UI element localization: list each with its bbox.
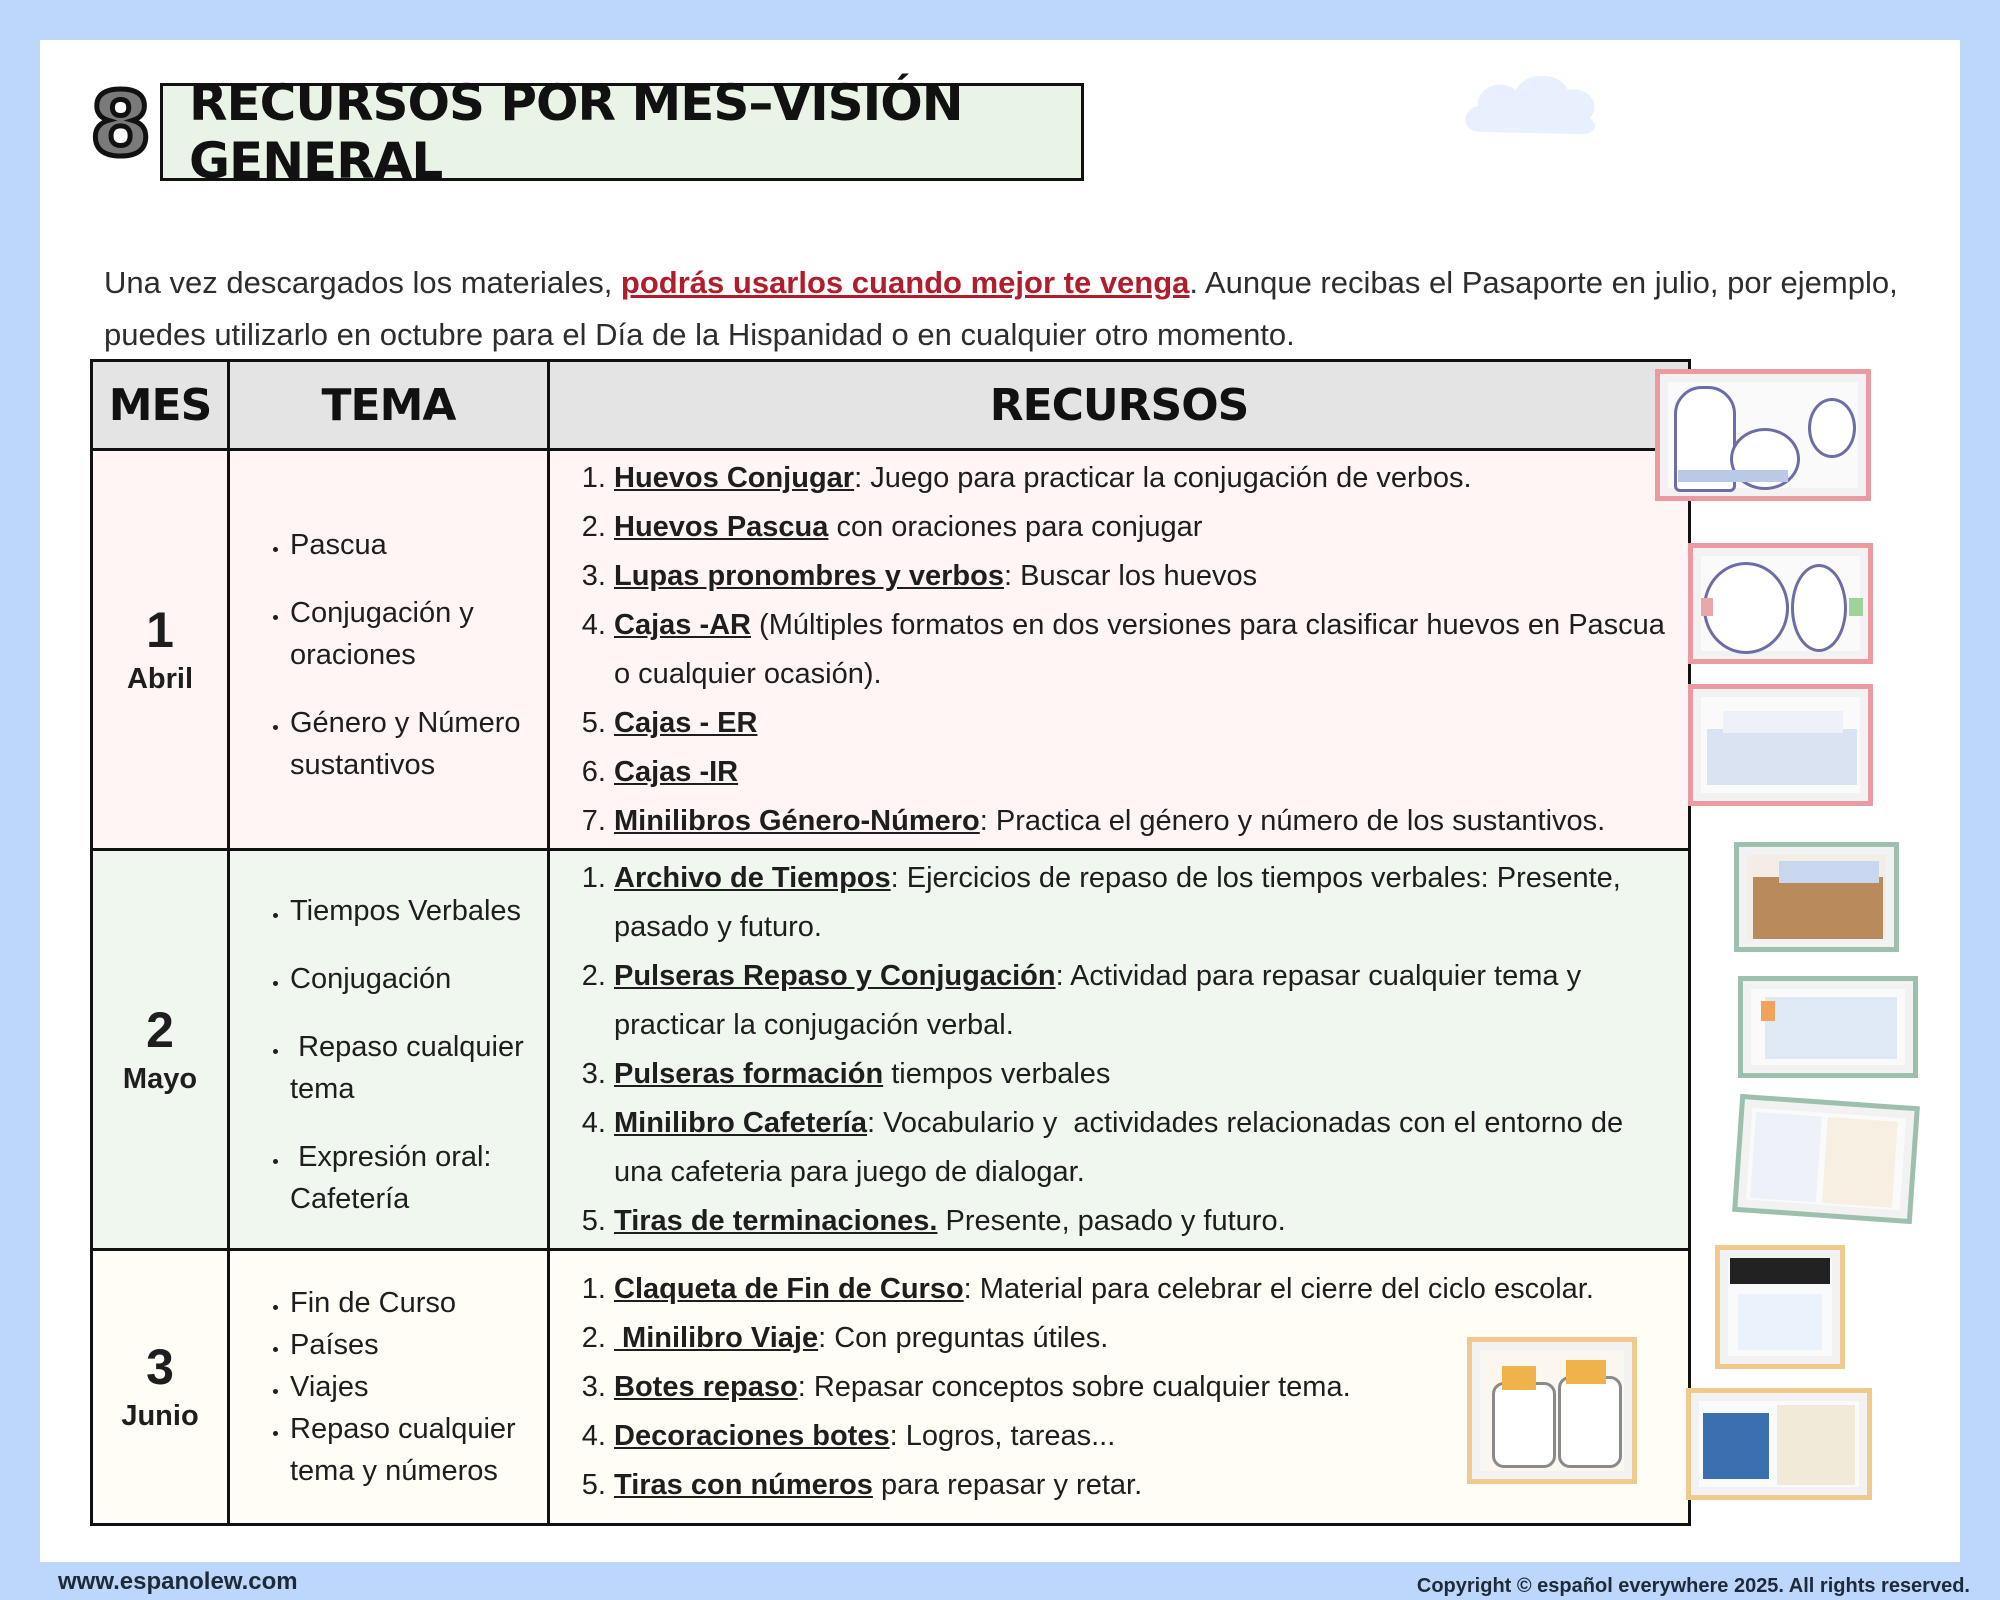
resource-link[interactable]: Cajas - ER (614, 706, 758, 739)
table-row-junio (92, 1250, 1690, 1525)
month-number: 3 (146, 1339, 174, 1395)
topic-cell (229, 1250, 549, 1525)
section-number: 8 (90, 73, 152, 176)
thumbnail-image (1688, 684, 1873, 806)
topic-item: • Repaso cualquier tema y números (290, 1408, 539, 1492)
header-mes: MES (92, 361, 229, 450)
intro-text-end: . Aunque recibas el Pasaporte en julio, por ejemplo, puedes utilizarlo en octubre para el Día de la Hispanidad o en cualquier otro momento. (104, 265, 1898, 352)
resource-desc: : Vocabulario y actividades relacionadas con el entorno de una cafeteria para juego de dialogar. (614, 1106, 1632, 1188)
resource-item (614, 748, 1678, 797)
resource-link[interactable]: Pulseras formación (614, 1057, 884, 1090)
resource-item (614, 1050, 1678, 1099)
resource-desc: : Juego para practicar la conjugación de verbos. (854, 461, 1472, 494)
resource-desc: Presente, pasado y futuro. (937, 1204, 1286, 1237)
thumbnail-image (1655, 369, 1871, 501)
resources-cell (549, 450, 1690, 850)
topic-item: • Países (290, 1324, 539, 1366)
topic-item: • Conjugación y oraciones (290, 592, 539, 676)
month-cell (92, 1250, 229, 1525)
website-link[interactable]: www.espanolew.com (58, 1568, 298, 1595)
intro-highlight-link[interactable]: podrás usarlos cuando mejor te venga (620, 265, 1190, 300)
topic-item: • Pascua (290, 524, 539, 566)
resource-item (614, 601, 1678, 699)
title-box (160, 74, 1084, 190)
thumbnail-image (1688, 543, 1873, 664)
header-tema: TEMA (229, 361, 549, 450)
resource-link[interactable]: Huevos Pascua (614, 510, 829, 543)
resource-link[interactable]: Botes repaso (614, 1370, 798, 1403)
topic-item: • Expresión oral: Cafetería (290, 1136, 539, 1220)
resource-desc: : Material para celebrar el cierre del ciclo escolar. (963, 1272, 1594, 1305)
resource-link[interactable]: Pulseras Repaso y Conjugación (614, 959, 1056, 992)
thumbnail-image (1734, 842, 1899, 952)
topic-item: • Viajes (290, 1366, 539, 1408)
resources-cell (549, 850, 1690, 1250)
table-header-row (92, 361, 1690, 450)
resource-item (614, 454, 1678, 503)
resource-item (614, 699, 1678, 748)
thumbnail-image (1738, 976, 1918, 1078)
resource-link[interactable]: Cajas -AR (614, 608, 751, 641)
page-title: RECURSOS POR MES–VISIÓN GENERAL (189, 74, 963, 190)
month-cell (92, 450, 229, 850)
resource-link[interactable]: Claqueta de Fin de Curso (614, 1272, 964, 1305)
month-cell (92, 850, 229, 1250)
resource-desc: : Repasar conceptos sobre cualquier tema. (797, 1370, 1351, 1403)
topic-item: • Conjugación (290, 958, 539, 1000)
resource-link[interactable]: Tiras con números (614, 1468, 873, 1501)
topic-item: • Género y Número sustantivos (290, 702, 539, 786)
resource-desc: : Practica el género y número de los sustantivos. (979, 804, 1606, 837)
resource-item (614, 854, 1678, 952)
cloud-icon (1460, 70, 1604, 140)
resource-link[interactable]: Minilibro Viaje (614, 1321, 819, 1354)
table-row-mayo (92, 850, 1690, 1250)
resource-link[interactable]: Huevos Conjugar (614, 461, 855, 494)
resource-link[interactable]: Cajas -IR (614, 755, 739, 788)
intro-text-start: Una vez descargados los materiales, (104, 265, 621, 300)
thumbnail-image (1732, 1094, 1920, 1224)
topic-item: • Repaso cualquier tema (290, 1026, 539, 1110)
resource-link[interactable]: Decoraciones botes (614, 1419, 890, 1452)
resource-desc: : Con preguntas útiles. (818, 1321, 1109, 1354)
resource-item (614, 797, 1678, 846)
table-row-abril (92, 450, 1690, 850)
thumbnail-image (1715, 1245, 1845, 1369)
month-number: 1 (146, 601, 174, 658)
topic-cell (229, 850, 549, 1250)
resource-desc: : Logros, tareas... (889, 1419, 1116, 1452)
resource-desc: (Múltiples formatos en dos versiones para clasificar huevos en Pascua o cualquier ocasión). (614, 608, 1665, 690)
topic-item: • Fin de Curso (290, 1282, 539, 1324)
resource-desc: : Buscar los huevos (1004, 559, 1258, 592)
resource-desc: : Ejercicios de repaso de los tiempos verbales: Presente, pasado y futuro. (614, 861, 1621, 943)
resource-item (614, 1099, 1678, 1197)
resource-desc: : Actividad para repasar cualquier tema y practicar la conjugación verbal. (614, 959, 1582, 1041)
intro-paragraph (104, 257, 1914, 361)
thumbnail-image (1467, 1337, 1637, 1484)
resource-link[interactable]: Lupas pronombres y verbos (614, 559, 1004, 592)
thumbnail-image (1686, 1388, 1872, 1500)
topic-cell (229, 450, 549, 850)
topic-item: • Tiempos Verbales (290, 890, 539, 932)
copyright-text: Copyright © español everywhere 2025. All rights reserved. (1416, 1575, 1970, 1597)
resource-link[interactable]: Minilibros Género-Número (614, 804, 980, 837)
resource-link[interactable]: Minilibro Cafetería (614, 1106, 867, 1139)
resource-item (614, 552, 1678, 601)
resource-item (614, 503, 1678, 552)
month-number: 2 (146, 1001, 174, 1058)
resource-desc: con oraciones para conjugar (828, 510, 1203, 543)
resource-item (614, 952, 1678, 1050)
resources-table (90, 359, 1691, 1526)
resource-link[interactable]: Tiras de terminaciones. (614, 1204, 938, 1237)
month-name: Mayo (122, 1062, 198, 1095)
header-recursos: RECURSOS (549, 361, 1690, 450)
resource-desc: tiempos verbales (883, 1057, 1111, 1090)
resource-link[interactable]: Archivo de Tiempos (614, 861, 891, 894)
month-name: Junio (121, 1400, 199, 1432)
resource-desc: para repasar y retar. (872, 1468, 1143, 1501)
month-name: Abril (126, 662, 194, 695)
resource-item (614, 1197, 1678, 1246)
resource-item (614, 1265, 1678, 1314)
